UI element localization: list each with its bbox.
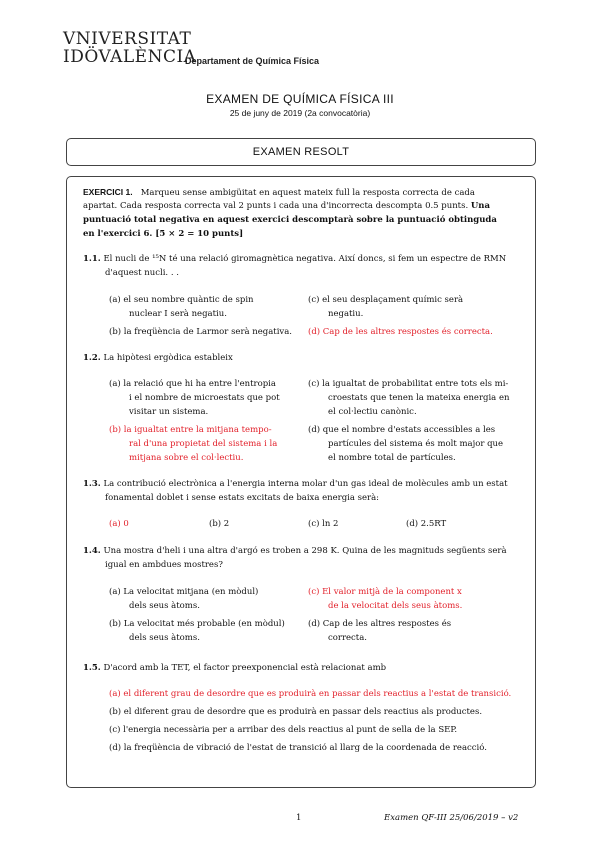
intro-text-2: apartat. Cada resposta correcta val 2 punts i cada una d'incorrecta descompta 0.5 punts. bbox=[83, 201, 469, 211]
question-1-1 bbox=[83, 252, 506, 266]
option-1-1-a[interactable]: (a) el seu nombre quàntic de spin bbox=[109, 295, 254, 305]
option-1-2-d-cont-2: el nombre total de partícules. bbox=[328, 453, 456, 463]
option-1-4-c-correct[interactable]: (c) El valor mitjà de la component x bbox=[308, 587, 462, 597]
option-1-3-c[interactable]: (c) ln 2 bbox=[308, 519, 339, 529]
option-1-3-d[interactable]: (d) 2.5RT bbox=[406, 519, 447, 529]
question-number: 1.1. bbox=[83, 254, 101, 264]
option-1-4-a-cont: dels seus àtoms. bbox=[129, 601, 200, 611]
question-1-3-line-2: fonamental doblet i sense estats excitats de baixa energia serà: bbox=[105, 493, 380, 503]
resolved-banner bbox=[66, 138, 536, 166]
option-1-2-b-cont-2: mitjana sobre el col·lectiu. bbox=[129, 453, 244, 463]
question-1-2 bbox=[83, 351, 233, 365]
option-1-2-d-cont-1: partícules del sistema és molt major que bbox=[328, 439, 504, 449]
option-1-1-a-cont: nuclear I serà negatiu. bbox=[129, 309, 227, 319]
option-1-1-c[interactable]: (c) el seu desplaçament químic serà bbox=[308, 295, 464, 305]
banner-text: EXAMEN RESOLT bbox=[252, 146, 350, 158]
option-1-5-d[interactable]: (d) la freqüència de vibració de l'estat de transició al llarg de la coordenada de reacció. bbox=[109, 743, 487, 753]
question-number: 1.3. bbox=[83, 479, 101, 489]
option-1-3-a-correct[interactable]: (a) 0 bbox=[109, 519, 129, 529]
question-text: La hipòtesi ergòdica estableix bbox=[103, 353, 233, 363]
question-number: 1.5. bbox=[83, 663, 101, 673]
option-1-1-c-cont: negatiu. bbox=[328, 309, 364, 319]
intro-line-1 bbox=[83, 185, 475, 200]
question-1-3 bbox=[83, 477, 508, 491]
intro-line-4: en l'exercici 6. [5 × 2 = 10 punts] bbox=[83, 229, 244, 239]
option-1-5-b[interactable]: (b) el diferent grau de desordre que es produirà en passar dels reactius als productes. bbox=[109, 707, 483, 717]
exam-date: 25 de juny de 2019 (2a convocatòria) bbox=[229, 108, 371, 118]
option-1-4-d-cont: correcta. bbox=[328, 633, 367, 643]
option-1-4-b-cont: dels seus àtoms. bbox=[129, 633, 200, 643]
question-text: La contribució electrònica a l'energia interna molar d'un gas ideal de molècules amb un estat bbox=[103, 479, 508, 489]
question-number: 1.2. bbox=[83, 353, 101, 363]
option-1-2-b-correct[interactable]: (b) la igualtat entre la mitjana tempo- bbox=[109, 425, 272, 435]
exercise-box bbox=[66, 176, 536, 788]
option-1-1-b[interactable]: (b) la freqüència de Larmor serà negativa. bbox=[109, 327, 293, 337]
question-1-4-line-2: igual en ambdues mostres? bbox=[105, 560, 223, 570]
intro-text-2-bold: Una bbox=[470, 201, 490, 211]
question-text: D'acord amb la TET, el factor preexponencial està relacionat amb bbox=[103, 663, 387, 673]
option-1-1-d-correct[interactable]: (d) Cap de les altres respostes és correcta. bbox=[308, 327, 493, 337]
option-1-2-a[interactable]: (a) la relació que hi ha entre l'entropia bbox=[109, 379, 276, 389]
option-1-2-c[interactable]: (c) la igualtat de probabilitat entre tots els mi- bbox=[308, 379, 509, 389]
intro-line-3: puntuació total negativa en aquest exercici descomptarà sobre la puntuació obtinguda bbox=[83, 215, 497, 225]
question-number: 1.4. bbox=[83, 546, 101, 556]
logo-line-1: VNIVERSITAT bbox=[63, 29, 192, 49]
intro-text-1: Marqueu sense ambigüitat en aquest mateix full la resposta correcta de cada bbox=[140, 188, 475, 198]
question-1-4 bbox=[83, 544, 507, 558]
option-1-2-a-cont-1: i el nombre de microestats que pot bbox=[129, 393, 280, 403]
question-1-1-line-2: d'aquest nucli. . . bbox=[105, 268, 179, 278]
option-1-4-c-cont: de la velocitat dels seus àtoms. bbox=[328, 601, 463, 611]
exercise-label: EXERCICI 1. bbox=[83, 187, 133, 197]
option-1-4-a[interactable]: (a) La velocitat mitjana (en mòdul) bbox=[109, 587, 259, 597]
option-1-2-d[interactable]: (d) que el nombre d'estats accessibles a les bbox=[308, 425, 496, 435]
logo-line-2: IDÖVALÈNCIA bbox=[63, 47, 197, 67]
university-logo bbox=[63, 30, 196, 66]
intro-line-2 bbox=[83, 199, 490, 213]
option-1-4-d[interactable]: (d) Cap de les altres respostes és bbox=[308, 619, 452, 629]
question-text: El nucli de ¹⁵N té una relació giromagnètica negativa. Així doncs, si fem un espectre de RMN bbox=[103, 254, 507, 264]
option-1-4-b[interactable]: (b) La velocitat més probable (en mòdul) bbox=[109, 619, 285, 629]
option-1-2-a-cont-2: visitar un sistema. bbox=[129, 407, 209, 417]
page-number: 1 bbox=[296, 813, 302, 823]
footer-version: Examen QF-III 25/06/2019 – v2 bbox=[384, 813, 519, 823]
department-name: Departament de Química Física bbox=[185, 56, 320, 66]
exam-title: EXAMEN DE QUÍMICA FÍSICA III bbox=[206, 92, 394, 106]
option-1-2-c-cont-1: croestats que tenen la mateixa energia en bbox=[328, 393, 510, 403]
option-1-2-c-cont-2: el col·lectiu canònic. bbox=[328, 407, 417, 417]
option-1-2-b-cont-1: ral d'una propietat del sistema i la bbox=[129, 439, 278, 449]
option-1-5-c[interactable]: (c) l'energia necessària per a arribar des dels reactius al punt de sella de la SEP. bbox=[109, 725, 458, 735]
question-text: Una mostra d'heli i una altra d'argó es troben a 298 K. Quina de les magnituds següents serà bbox=[103, 546, 507, 556]
option-1-5-a-correct[interactable]: (a) el diferent grau de desordre que es produirà en passar dels reactius a l'estat de transició. bbox=[109, 689, 512, 699]
question-1-5 bbox=[83, 661, 386, 675]
option-1-3-b[interactable]: (b) 2 bbox=[209, 519, 230, 529]
